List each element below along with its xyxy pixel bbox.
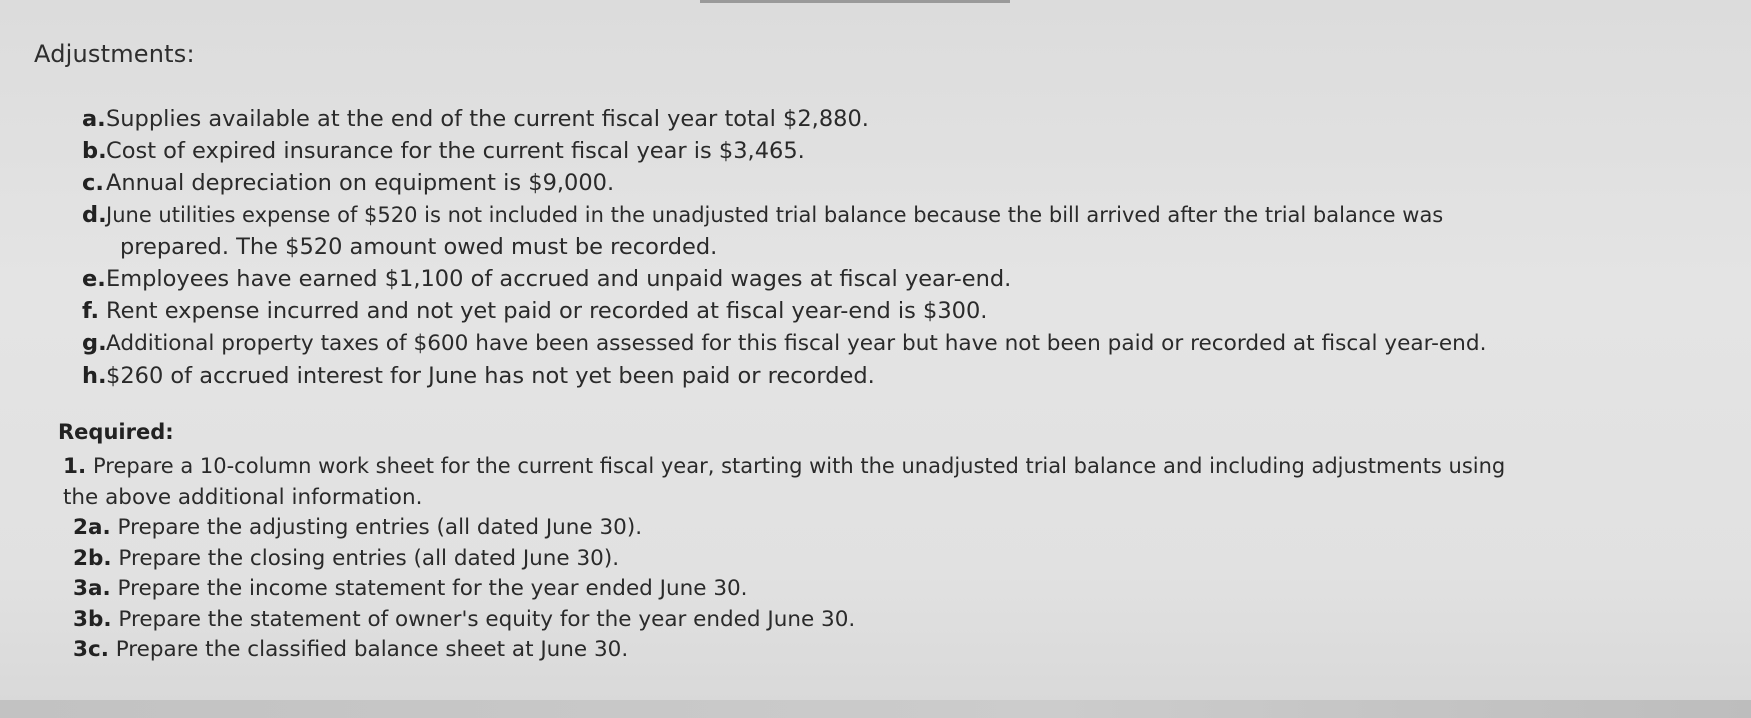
required-heading: Required: <box>58 420 174 444</box>
required-number: 3a. <box>73 576 111 601</box>
adjustment-letter: b. <box>82 138 107 164</box>
required-item-2a <box>63 513 1683 544</box>
adjustment-item-g <box>82 327 1642 360</box>
adjustment-text: Supplies available at the end of the current fiscal year total $2,880. <box>106 106 869 132</box>
required-number: 1. <box>63 454 87 479</box>
adjustment-text: Cost of expired insurance for the current fiscal year is $3,465. <box>106 138 805 164</box>
required-item-1 <box>63 451 1683 513</box>
required-item-3c <box>63 635 1683 666</box>
required-text: Prepare the income statement for the year ended June 30. <box>117 576 748 601</box>
adjustment-text: Additional property taxes of $600 have been assessed for this fiscal year but have not been paid or recorded at fiscal year-end. <box>106 331 1487 356</box>
adjustment-letter: f. <box>82 298 100 324</box>
adjustments-list <box>82 103 1642 392</box>
adjustment-letter: d. <box>82 202 107 228</box>
required-text-continuation: the above additional information. <box>63 484 423 510</box>
adjustment-item-h <box>82 360 1642 392</box>
required-number: 3b. <box>73 606 112 632</box>
adjustment-item-e <box>82 263 1642 295</box>
top-edge-bar <box>700 0 1010 3</box>
adjustment-letter: g. <box>82 330 107 356</box>
required-number: 3c. <box>73 637 109 662</box>
required-text: Prepare the adjusting entries (all dated June 30). <box>117 515 643 540</box>
adjustment-item-a <box>82 103 1642 135</box>
adjustments-heading: Adjustments: <box>34 40 195 68</box>
bottom-edge-band <box>0 700 1751 718</box>
adjustment-item-f <box>82 295 1642 327</box>
required-text: Prepare a 10-column work sheet for the current fiscal year, starting with the unadjusted trial balance and including adjustments using <box>92 454 1506 478</box>
adjustment-letter: c. <box>82 170 104 196</box>
adjustment-text: $260 of accrued interest for June has not yet been paid or recorded. <box>106 363 875 389</box>
required-list <box>63 451 1683 666</box>
required-item-2b <box>63 544 1683 575</box>
adjustment-item-d <box>82 199 1642 263</box>
adjustment-text: Annual depreciation on equipment is $9,000. <box>106 170 615 196</box>
required-text: Prepare the closing entries (all dated June 30). <box>118 545 620 571</box>
adjustment-text: Rent expense incurred and not yet paid or recorded at fiscal year-end is $300. <box>106 298 988 324</box>
adjustment-text-continuation: prepared. The $520 amount owed must be recorded. <box>120 234 718 260</box>
required-number: 2a. <box>73 515 111 540</box>
required-text: Prepare the statement of owner's equity for the year ended June 30. <box>118 606 856 632</box>
adjustment-letter: e. <box>82 266 106 292</box>
adjustment-letter: a. <box>82 106 106 132</box>
required-item-3a <box>63 574 1683 605</box>
required-item-3b <box>63 605 1683 636</box>
required-text: Prepare the classified balance sheet at June 30. <box>115 637 629 662</box>
required-number: 2b. <box>73 545 112 571</box>
adjustment-text: Employees have earned $1,100 of accrued and unpaid wages at fiscal year-end. <box>106 266 1012 292</box>
adjustment-letter: h. <box>82 363 107 389</box>
adjustment-item-c <box>82 167 1642 199</box>
adjustment-text: June utilities expense of $520 is not included in the unadjusted trial balance because the bill arrived after the trial balance was <box>106 203 1444 227</box>
adjustment-item-b <box>82 135 1642 167</box>
